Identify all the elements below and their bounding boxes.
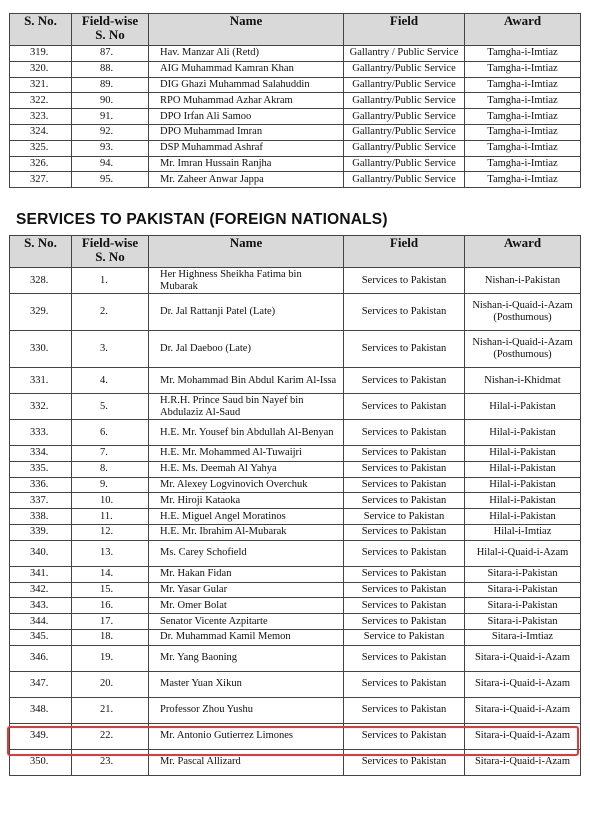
cell-field-wise-sno: 17. — [72, 614, 149, 630]
cell-award: Sitara-i-Quaid-i-Azam — [465, 671, 581, 697]
cell-field-wise-sno: 10. — [72, 493, 149, 509]
cell-field-wise-sno: 92. — [72, 124, 149, 140]
cell-field: Gallantry/Public Service — [344, 156, 465, 172]
cell-field: Services to Pakistan — [344, 582, 465, 598]
cell-field-wise-sno: 95. — [72, 172, 149, 188]
cell-sno: 325. — [10, 140, 72, 156]
cell-field-wise-sno: 4. — [72, 368, 149, 394]
cell-field: Services to Pakistan — [344, 420, 465, 446]
cell-sno: 350. — [10, 749, 72, 775]
foreign-nationals-table — [9, 235, 581, 776]
cell-field-wise-sno: 9. — [72, 477, 149, 493]
cell-field: Services to Pakistan — [344, 540, 465, 566]
cell-award: Nishan-i-Khidmat — [465, 368, 581, 394]
cell-sno: 319. — [10, 46, 72, 62]
cell-sno: 348. — [10, 697, 72, 723]
cell-sno: 329. — [10, 294, 72, 331]
cell-award: Tamgha-i-Imtiaz — [465, 46, 581, 62]
cell-field: Gallantry/Public Service — [344, 124, 465, 140]
cell-sno: 335. — [10, 461, 72, 477]
table-row — [10, 268, 581, 294]
cell-award: Sitara-i-Imtiaz — [465, 629, 581, 645]
cell-sno: 337. — [10, 493, 72, 509]
cell-field: Services to Pakistan — [344, 493, 465, 509]
cell-field: Services to Pakistan — [344, 368, 465, 394]
cell-award: Tamgha-i-Imtiaz — [465, 140, 581, 156]
cell-name: Mr. Hakan Fidan — [149, 566, 344, 582]
cell-field-wise-sno: 94. — [72, 156, 149, 172]
table-row — [10, 614, 581, 630]
cell-name: Professor Zhou Yushu — [149, 697, 344, 723]
cell-name: Mr. Mohammad Bin Abdul Karim Al-Issa — [149, 368, 344, 394]
cell-field-wise-sno: 90. — [72, 93, 149, 109]
cell-sno: 340. — [10, 540, 72, 566]
cell-name: Mr. Yang Baoning — [149, 645, 344, 671]
cell-award: Tamgha-i-Imtiaz — [465, 93, 581, 109]
cell-name: Mr. Alexey Logvinovich Overchuk — [149, 477, 344, 493]
cell-field: Services to Pakistan — [344, 645, 465, 671]
table-row — [10, 331, 581, 368]
cell-name: DSP Muhammad Ashraf — [149, 140, 344, 156]
cell-field-wise-sno: 7. — [72, 446, 149, 462]
header-award: Award — [465, 236, 581, 268]
table-row — [10, 540, 581, 566]
table-row — [10, 140, 581, 156]
table-row — [10, 156, 581, 172]
cell-field: Services to Pakistan — [344, 598, 465, 614]
cell-sno: 349. — [10, 723, 72, 749]
table-row — [10, 749, 581, 775]
header-name: Name — [149, 236, 344, 268]
cell-sno: 327. — [10, 172, 72, 188]
cell-award: Sitara-i-Pakistan — [465, 614, 581, 630]
cell-sno: 341. — [10, 566, 72, 582]
table-row — [10, 566, 581, 582]
cell-name: Mr. Zaheer Anwar Jappa — [149, 172, 344, 188]
cell-field: Services to Pakistan — [344, 697, 465, 723]
cell-award: Sitara-i-Quaid-i-Azam — [465, 697, 581, 723]
cell-name: DPO Muhammad Imran — [149, 124, 344, 140]
cell-field-wise-sno: 19. — [72, 645, 149, 671]
cell-name: Mr. Yasar Gular — [149, 582, 344, 598]
cell-field-wise-sno: 3. — [72, 331, 149, 368]
cell-field-wise-sno: 88. — [72, 61, 149, 77]
cell-sno: 336. — [10, 477, 72, 493]
cell-field: Services to Pakistan — [344, 723, 465, 749]
table-row — [10, 509, 581, 525]
cell-award: Nishan-i-Quaid-i-Azam (Posthumous) — [465, 331, 581, 368]
header-award: Award — [465, 14, 581, 46]
cell-sno: 344. — [10, 614, 72, 630]
cell-field-wise-sno: 2. — [72, 294, 149, 331]
cell-sno: 342. — [10, 582, 72, 598]
cell-field-wise-sno: 14. — [72, 566, 149, 582]
header-name: Name — [149, 14, 344, 46]
section-title: SERVICES TO PAKISTAN (FOREIGN NATIONALS) — [16, 211, 388, 228]
table-row — [10, 671, 581, 697]
cell-award: Sitara-i-Quaid-i-Azam — [465, 645, 581, 671]
cell-award: Tamgha-i-Imtiaz — [465, 156, 581, 172]
cell-field: Service to Pakistan — [344, 629, 465, 645]
table-row — [10, 493, 581, 509]
cell-award: Tamgha-i-Imtiaz — [465, 109, 581, 125]
cell-field: Services to Pakistan — [344, 446, 465, 462]
cell-award: Hilal-i-Pakistan — [465, 509, 581, 525]
cell-field: Gallantry/Public Service — [344, 140, 465, 156]
table-row — [10, 61, 581, 77]
cell-name: Dr. Jal Rattanji Patel (Late) — [149, 294, 344, 331]
cell-field: Gallantry/Public Service — [344, 109, 465, 125]
cell-award: Hilal-i-Pakistan — [465, 446, 581, 462]
cell-award: Hilal-i-Quaid-i-Azam — [465, 540, 581, 566]
cell-field-wise-sno: 1. — [72, 268, 149, 294]
table-row — [10, 294, 581, 331]
cell-field: Services to Pakistan — [344, 394, 465, 420]
cell-field: Services to Pakistan — [344, 566, 465, 582]
cell-field: Services to Pakistan — [344, 749, 465, 775]
table-row — [10, 645, 581, 671]
cell-award: Sitara-i-Pakistan — [465, 582, 581, 598]
cell-award: Hilal-i-Pakistan — [465, 493, 581, 509]
cell-field: Services to Pakistan — [344, 331, 465, 368]
cell-award: Sitara-i-Quaid-i-Azam — [465, 749, 581, 775]
foreign-table-header — [10, 236, 581, 268]
table-row — [10, 77, 581, 93]
cell-sno: 330. — [10, 331, 72, 368]
cell-award: Tamgha-i-Imtiaz — [465, 124, 581, 140]
table-row — [10, 124, 581, 140]
cell-field-wise-sno: 20. — [72, 671, 149, 697]
cell-sno: 333. — [10, 420, 72, 446]
cell-field-wise-sno: 15. — [72, 582, 149, 598]
table-row — [10, 368, 581, 394]
cell-name: Mr. Antonio Gutierrez Limones — [149, 723, 344, 749]
gallantry-table-header — [10, 14, 581, 46]
table-row — [10, 109, 581, 125]
cell-award: Hilal-i-Pakistan — [465, 477, 581, 493]
cell-field-wise-sno: 6. — [72, 420, 149, 446]
header-sno: S. No. — [10, 14, 72, 46]
cell-award: Nishan-i-Pakistan — [465, 268, 581, 294]
cell-name: H.E. Miguel Angel Moratinos — [149, 509, 344, 525]
cell-field: Services to Pakistan — [344, 671, 465, 697]
table-row — [10, 524, 581, 540]
cell-name: H.E. Ms. Deemah Al Yahya — [149, 461, 344, 477]
table-row — [10, 172, 581, 188]
cell-name: H.R.H. Prince Saud bin Nayef bin Abdulaziz Al-Saud — [149, 394, 344, 420]
cell-field: Services to Pakistan — [344, 477, 465, 493]
cell-name: DPO Irfan Ali Samoo — [149, 109, 344, 125]
header-sno: S. No. — [10, 236, 72, 268]
cell-name: Mr. Hiroji Kataoka — [149, 493, 344, 509]
cell-award: Tamgha-i-Imtiaz — [465, 77, 581, 93]
table-row — [10, 598, 581, 614]
cell-field: Service to Pakistan — [344, 509, 465, 525]
table-row — [10, 394, 581, 420]
cell-name: Ms. Carey Schofield — [149, 540, 344, 566]
table-row — [10, 477, 581, 493]
cell-name: DIG Ghazi Muhammad Salahuddin — [149, 77, 344, 93]
cell-sno: 331. — [10, 368, 72, 394]
cell-name: Dr. Jal Daeboo (Late) — [149, 331, 344, 368]
cell-sno: 345. — [10, 629, 72, 645]
header-field: Field — [344, 14, 465, 46]
cell-field: Gallantry / Public Service — [344, 46, 465, 62]
cell-award: Sitara-i-Pakistan — [465, 566, 581, 582]
cell-name: Mr. Imran Hussain Ranjha — [149, 156, 344, 172]
cell-name: Dr. Muhammad Kamil Memon — [149, 629, 344, 645]
cell-field-wise-sno: 23. — [72, 749, 149, 775]
table-row — [10, 420, 581, 446]
cell-award: Tamgha-i-Imtiaz — [465, 61, 581, 77]
cell-sno: 347. — [10, 671, 72, 697]
cell-sno: 338. — [10, 509, 72, 525]
cell-field: Gallantry/Public Service — [344, 93, 465, 109]
cell-field-wise-sno: 87. — [72, 46, 149, 62]
header-field-wise-sno: Field-wise S. No — [72, 14, 149, 46]
cell-sno: 346. — [10, 645, 72, 671]
cell-field-wise-sno: 18. — [72, 629, 149, 645]
cell-field: Services to Pakistan — [344, 524, 465, 540]
cell-sno: 321. — [10, 77, 72, 93]
cell-sno: 328. — [10, 268, 72, 294]
highlighted-table-row — [10, 697, 581, 723]
cell-field-wise-sno: 91. — [72, 109, 149, 125]
cell-sno: 326. — [10, 156, 72, 172]
header-field-wise-sno: Field-wise S. No — [72, 236, 149, 268]
cell-sno: 343. — [10, 598, 72, 614]
cell-sno: 332. — [10, 394, 72, 420]
cell-name: Mr. Pascal Allizard — [149, 749, 344, 775]
cell-award: Nishan-i-Quaid-i-Azam (Posthumous) — [465, 294, 581, 331]
cell-field-wise-sno: 89. — [72, 77, 149, 93]
table-row — [10, 629, 581, 645]
cell-award: Hilal-i-Pakistan — [465, 461, 581, 477]
cell-field: Services to Pakistan — [344, 461, 465, 477]
cell-sno: 334. — [10, 446, 72, 462]
cell-award: Hilal-i-Imtiaz — [465, 524, 581, 540]
table-row — [10, 46, 581, 62]
cell-name: H.E. Mr. Ibrahim Al-Mubarak — [149, 524, 344, 540]
cell-award: Tamgha-i-Imtiaz — [465, 172, 581, 188]
cell-field-wise-sno: 11. — [72, 509, 149, 525]
cell-sno: 339. — [10, 524, 72, 540]
cell-field: Services to Pakistan — [344, 614, 465, 630]
cell-field-wise-sno: 8. — [72, 461, 149, 477]
cell-award: Sitara-i-Quaid-i-Azam — [465, 723, 581, 749]
cell-sno: 324. — [10, 124, 72, 140]
cell-name: H.E. Mr. Yousef bin Abdullah Al-Benyan — [149, 420, 344, 446]
cell-sno: 322. — [10, 93, 72, 109]
cell-field-wise-sno: 12. — [72, 524, 149, 540]
cell-award: Hilal-i-Pakistan — [465, 420, 581, 446]
cell-field: Gallantry/Public Service — [344, 77, 465, 93]
cell-field-wise-sno: 93. — [72, 140, 149, 156]
gallantry-table — [9, 13, 581, 188]
cell-name: AIG Muhammad Kamran Khan — [149, 61, 344, 77]
table-row — [10, 723, 581, 749]
cell-field-wise-sno: 21. — [72, 697, 149, 723]
header-field: Field — [344, 236, 465, 268]
cell-award: Sitara-i-Pakistan — [465, 598, 581, 614]
cell-field: Services to Pakistan — [344, 294, 465, 331]
cell-name: RPO Muhammad Azhar Akram — [149, 93, 344, 109]
cell-field-wise-sno: 22. — [72, 723, 149, 749]
cell-name: Master Yuan Xikun — [149, 671, 344, 697]
cell-name: Her Highness Sheikha Fatima bin Mubarak — [149, 268, 344, 294]
cell-name: Hav. Manzar Ali (Retd) — [149, 46, 344, 62]
cell-field-wise-sno: 13. — [72, 540, 149, 566]
cell-award: Hilal-i-Pakistan — [465, 394, 581, 420]
cell-field: Services to Pakistan — [344, 268, 465, 294]
table-row — [10, 446, 581, 462]
table-row — [10, 582, 581, 598]
cell-name: Senator Vicente Azpitarte — [149, 614, 344, 630]
cell-sno: 323. — [10, 109, 72, 125]
cell-name: H.E. Mr. Mohammed Al-Tuwaijri — [149, 446, 344, 462]
cell-field-wise-sno: 16. — [72, 598, 149, 614]
cell-name: Mr. Omer Bolat — [149, 598, 344, 614]
cell-sno: 320. — [10, 61, 72, 77]
cell-field-wise-sno: 5. — [72, 394, 149, 420]
table-row — [10, 93, 581, 109]
cell-field: Gallantry/Public Service — [344, 172, 465, 188]
cell-field: Gallantry/Public Service — [344, 61, 465, 77]
table-row — [10, 461, 581, 477]
